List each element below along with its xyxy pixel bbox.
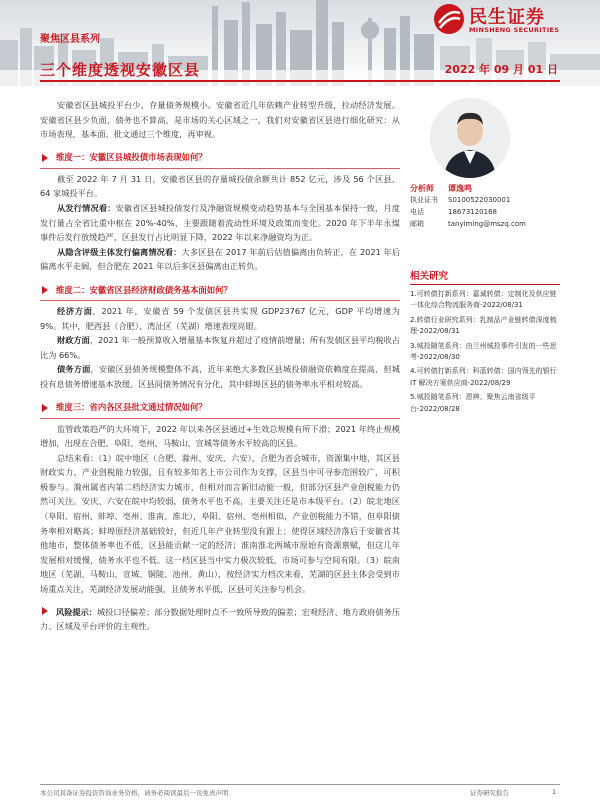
analyst-cert-label: 执业证书	[410, 196, 438, 204]
report-date: 2022 年 09 月 01 日	[444, 63, 558, 76]
section-rule	[40, 300, 400, 301]
related-item[interactable]: 5.城投随笔系列：恩辨、聚焦云南省级平台-2022/08/28	[410, 393, 536, 413]
related-research-heading: 相关研究	[410, 268, 560, 285]
section-heading	[40, 282, 400, 298]
triangle-bullet-icon	[42, 404, 48, 412]
main-column	[40, 98, 400, 634]
section-1	[40, 150, 400, 274]
section-4	[40, 605, 400, 634]
logo-text-en: MINSHENG SECURITIES	[469, 26, 560, 34]
analyst-email-value[interactable]: tanyiming@mszq.com	[448, 220, 526, 228]
sections-container	[40, 150, 400, 634]
page-number: 1	[552, 788, 557, 796]
bold-lead: 财政方面	[57, 335, 90, 346]
related-research	[410, 268, 560, 418]
body-paragraph	[40, 201, 400, 245]
header-divider	[40, 80, 560, 82]
body-paragraph	[40, 605, 400, 634]
footer-divider	[40, 784, 560, 785]
paragraph-text: 截至 2022 年 7 月 31 日，安徽省区县的存量城投债余额共计 852 亿元，涉及 56 个区县、64 家城投平台。	[40, 173, 400, 199]
section-rule	[40, 418, 400, 419]
section-2	[40, 282, 400, 392]
paragraph-text: 总结来看：（1）皖中地区（合肥、滁州、安庆、六安），合肥为省会城市，资源集中地，其区县财政实力、产业创税能力较强，且有较多知名上市公司作为支撑，区县当中可寻参范围较广，可积极参与。滁州属省内第二档经济实力城市，但相对而言新旧动能一般，但部分区县产业创税能力仍然可关注。安庆、六安在皖中均较弱，债务水平也不高，主要关注还是市本级平台。（2）皖北地区（阜阳、宿州、蚌埠、亳州、淮南、淮北），阜阳、宿州、亳州相似，产业创税能力不错，但阜阳债务率相对略高；蚌埠原经济基础较好，但近几年产业转型没有跟上；使得区域经济落后于安徽省其他地市，整体债务率也不低，区县能贡献一定的经济；淮南淮北两城市原始有资源禀赋，但这几年发展相对缓慢，债务水平也不低。这一档区县当中实力极次较低，市场可参与空间有限。（3）皖南地区（芜湖、马鞍山、宣城、铜陵、池州、黄山），按经济实力档次来看，芜湖的区县主体会受到市场重点关注，芜湖经济发展动能强，且债务水平低，区县可关注参与机会。	[40, 452, 400, 595]
related-item[interactable]: 1.可转债打新系列：嘉诚转债：定制化及供应链一体化综合物流服务商-2022/08/31	[410, 290, 557, 310]
analyst-cert-row	[410, 194, 560, 206]
body-paragraph	[40, 333, 400, 362]
body-paragraph	[40, 451, 400, 597]
report-title: 三个维度透视安徽区县	[40, 61, 201, 79]
person-icon	[430, 98, 510, 178]
bold-lead: 风险提示：	[56, 606, 97, 617]
related-item[interactable]: 4.可转债打新系列：科蓝转债：国内领先的银行 IT 解决方案供应商-2022/08/29	[410, 367, 557, 387]
paragraph-text: 大多区县在 2017 年前后估值偏离由负转正，在 2021 年后偏离水平走阔，但合肥在 2021 年以后多区县偏离由正转负。	[40, 246, 400, 272]
body-paragraph	[40, 362, 400, 391]
paragraph-text: 安徽省区县城投债发行及净融资规模变动趋势基本与全国基本保持一致，月度发行量占全省比重中枢在 20%-40%，主要跟随着流动性环境及政策而变化。2020 年下半年永煤事件后发行放缓趋严，区县发行占比明显下降，2022 年以来净融资均为正。	[40, 202, 400, 243]
section-3	[40, 400, 400, 597]
analyst-name: 谭逸鸣	[448, 183, 472, 193]
body-paragraph	[40, 245, 400, 274]
bold-lead: 从发行情况看：	[57, 202, 116, 213]
analyst-cert-value: S0100522030001	[448, 196, 511, 204]
body-paragraph	[40, 304, 400, 333]
analyst-info	[410, 182, 560, 230]
analyst-phone-row	[410, 206, 560, 218]
bold-lead: 债务方面	[57, 364, 91, 375]
footer-disclaimer: 本公司具备证券投资咨询业务资格，请务必阅读最后一页免责声明	[40, 789, 229, 797]
section-title: 维度三：省内各区县批文通过情况如何？	[56, 402, 207, 413]
section-heading	[40, 400, 400, 416]
triangle-bullet-icon	[42, 286, 48, 294]
bold-lead: 从隐含评级主体发行偏离情况看：	[57, 246, 182, 257]
intro-paragraph: 安徽省区县城投平台少，存量债务规模小。安徽省近几年依赖产业转型升级，拉动经济发展。安徽省区县少负面，债务也不算高，是市场的关心区域之一，我们对安徽省区县进行细化研究：从市场表现、基本面、批文通过三个维度，再审视。	[40, 100, 400, 140]
triangle-bullet-icon	[42, 607, 48, 615]
brand-logo	[433, 3, 583, 39]
section-rule	[40, 168, 400, 169]
paragraph-text: ，安徽区县债务规模整体不高，近年来绝大多数区县城投债融资依赖度在提高，但城投有息债务增速基本放缓。区县间债务情况有分化，其中蚌埠区县的债务率水平相对较高。	[40, 364, 400, 389]
body-paragraph	[40, 172, 400, 201]
bold-lead: 经济方面	[57, 305, 93, 316]
analyst-email-label: 邮箱	[410, 220, 424, 228]
analyst-email-row	[410, 218, 560, 230]
footer-report-type: 证券研究报告	[470, 789, 509, 797]
paragraph-text: ，2021 年一般预算收入增量基本恢复并超过了疫情前增量；所有发债区县平均税收占比为 66%。	[40, 335, 400, 360]
paragraph-text: 城投口径偏差；部分数据处理时点不一致所导致的偏差；宏观经济、地方政府债务压力、区域及平台评价的主观性。	[40, 606, 400, 632]
paragraph-text: 监管政策趋严的大环境下，2022 年以来各区县通过+生效总规模有所下滑；2021 年终止规模增加，出现在合肥、阜阳、亳州、马鞍山、宣城等债务水平较高的区县。	[40, 423, 400, 449]
analyst-role-label: 分析师	[410, 183, 434, 193]
section-heading	[40, 150, 400, 166]
section-title: 维度二：安徽省区县经济财政债务基本面如何？	[56, 284, 232, 295]
logo-text-cn: 民生证券	[469, 7, 545, 28]
triangle-bullet-icon	[42, 154, 48, 162]
report-series: 聚焦区县系列	[40, 34, 100, 45]
analyst-name-row	[410, 182, 560, 194]
analyst-photo	[430, 98, 510, 178]
paragraph-text: ，2021 年，安徽省 59 个发债区县共实现 GDP23767 亿元，GDP 平均增速为 9%。其中，肥西县（合肥）、湾沚区（芜湖）增速表现亮眼。	[40, 305, 400, 331]
related-item[interactable]: 2.转债行业研究系列：乳制品产业链转债深度梳理-2022/08/31	[410, 315, 557, 336]
logo-mark-icon	[433, 3, 465, 35]
body-paragraph	[40, 422, 400, 451]
section-title: 维度一：安徽区县城投债市场表现如何？	[56, 152, 207, 163]
analyst-phone-value: 18673120168	[448, 208, 497, 216]
section-heading	[40, 605, 56, 617]
header-banner	[0, 0, 600, 86]
analyst-phone-label: 电话	[410, 208, 424, 216]
related-item[interactable]: 3.城投随笔系列：由兰州城投事件引发的一些思考-2022/08/30	[410, 341, 557, 362]
